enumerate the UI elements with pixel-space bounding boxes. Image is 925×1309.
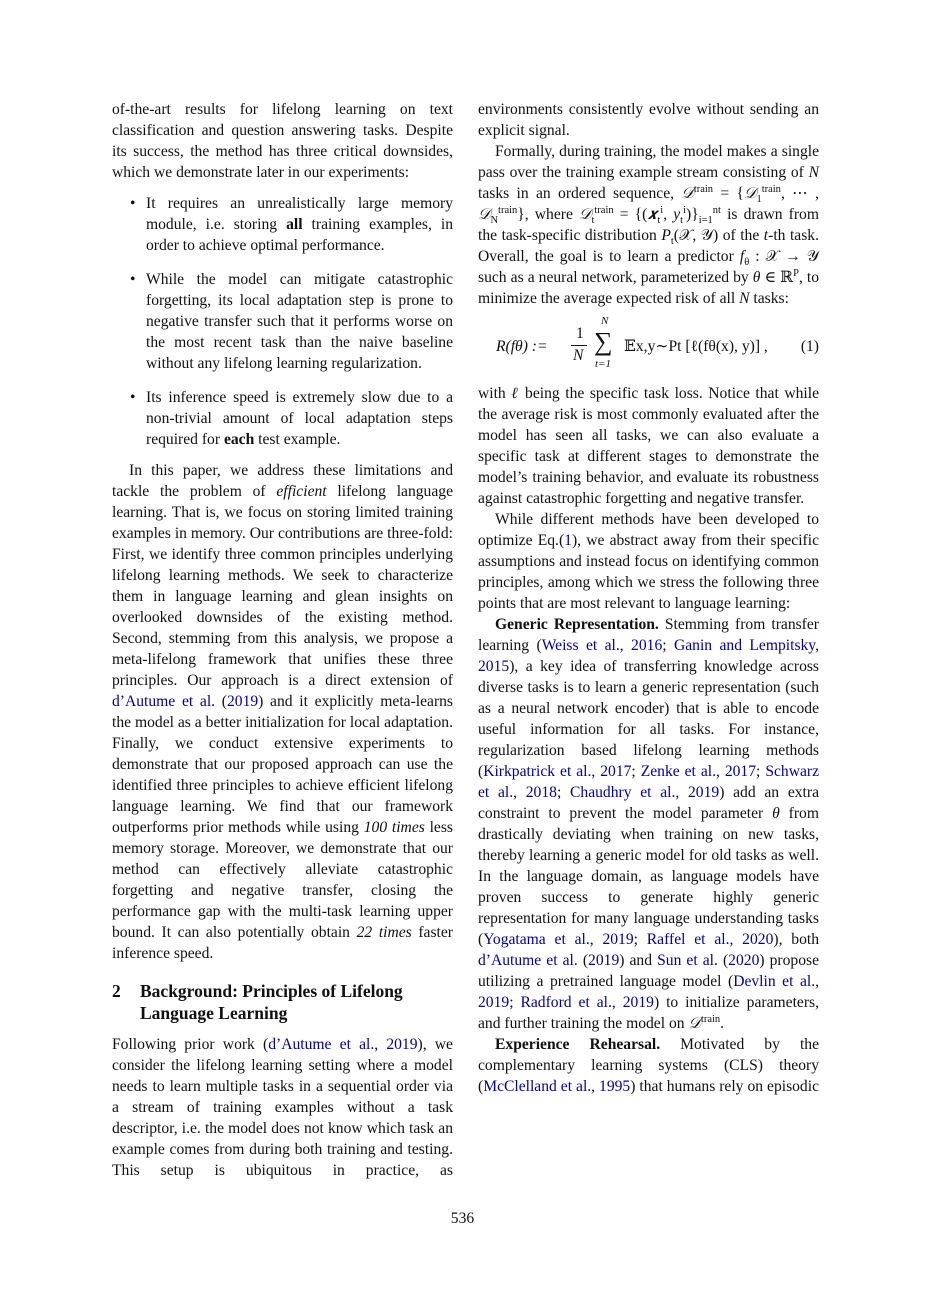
formal-paragraph <box>478 141 819 309</box>
section-number: 2 <box>112 981 121 1001</box>
text: ( <box>717 952 729 969</box>
text: training examples, in order to achieve optimal performance. <box>146 216 453 254</box>
citation-link[interactable]: McClelland et al., 1995 <box>483 1078 631 1095</box>
subscript: t <box>657 215 661 227</box>
citation-link[interactable]: 1 <box>564 532 572 549</box>
superscript: P <box>793 267 799 279</box>
text: ; <box>556 784 571 801</box>
text: It requires an unrealistically large memory module, i.e. storing <box>146 195 453 233</box>
text: ) and it explicitly meta-learns the model as a better initialization for local adaptation. Finally, we conduct extensive experiments to demonstrate that our proposed approach can use the identified three principles to achieve efficient lifelong language learning. We find that our framework outperforms prior methods while using <box>112 693 453 836</box>
text: ; <box>756 763 766 780</box>
text: faster inference speed. <box>112 924 453 962</box>
text: , ⋯ , <box>780 185 819 202</box>
citation-link[interactable]: Yogatama et al., 2019 <box>483 931 634 948</box>
citation-link[interactable]: d’Autume et al., 2019 <box>268 1036 418 1053</box>
experience-rehearsal-paragraph <box>478 1034 819 1097</box>
text: ) to initialize parameters, and further training the model on <box>478 994 819 1032</box>
generic-representation-paragraph <box>478 614 819 1034</box>
list-item <box>130 193 453 256</box>
text: is drawn from the task-specific distribution <box>478 206 819 244</box>
paragraph <box>478 99 819 141</box>
subscript: t <box>670 236 674 248</box>
text: ), we abstract away from their specific assumptions and instead focus on identifying common principles, among which we stress the following three points that are most relevant to language learning: <box>478 532 820 612</box>
bold-text: Experience Rehearsal. <box>495 1036 661 1053</box>
citation-link[interactable]: Schwarz et al., 2018 <box>478 763 820 801</box>
list-item-text <box>146 271 453 372</box>
list-item-text <box>146 389 453 448</box>
text: ) add an extra constraint to prevent the model parameter <box>478 784 819 822</box>
text: (𝒳, 𝒴) of the <box>673 227 764 244</box>
fraction-denominator: N <box>573 347 584 364</box>
bullet-icon: • <box>130 389 136 406</box>
text: tasks in an ordered sequence, <box>478 185 682 202</box>
text: of-the-art results for lifelong learning on text classification and question answering tasks. Despite its success, the method has three critical downsides, which we demonstrate later in our experiments: <box>112 101 453 181</box>
citation-link[interactable]: Weiss et al., 2016 <box>541 637 663 654</box>
superscript: train <box>498 204 518 216</box>
citation-link[interactable]: Devlin et al., 2019; Radford et al., 2019 <box>478 973 820 1011</box>
section-title: Background: Principles of Lifelong Language Learning <box>140 981 403 1023</box>
text: with <box>478 385 512 402</box>
math-symbol: θ <box>752 269 761 286</box>
background-paragraph <box>112 1034 453 1181</box>
italic-text: 100 times <box>363 819 425 836</box>
italic-text: 22 times <box>356 924 412 941</box>
citation-link[interactable]: Zenke et al., 2017 <box>640 763 757 780</box>
bullet-icon: • <box>130 195 136 212</box>
text: While different methods have been developed to optimize Eq.( <box>478 511 819 549</box>
citation-link[interactable]: Raffel et al., 2020 <box>646 931 774 948</box>
italic-text: efficient <box>276 483 327 500</box>
text: ) propose utilizing a pretrained language model ( <box>478 952 819 990</box>
superscript: nt <box>712 204 721 216</box>
text: Stemming from transfer learning ( <box>478 616 819 654</box>
fraction-numerator: 1 <box>576 325 584 342</box>
subscript: θ <box>744 257 750 269</box>
superscript: i <box>660 204 664 216</box>
text: , to minimize the average expected risk of all <box>478 269 819 307</box>
text: -th task. Overall, the goal is to learn a predictor <box>478 227 819 265</box>
text: less memory storage. Moreover, we demonstrate that our method can effectively alleviate catastrophic forgetting and negative transfer, closing the performance gap with the multi-task learning upper bound. It can also potentially obtain <box>112 819 453 941</box>
intro-paragraph <box>112 99 453 183</box>
math-symbol: t <box>763 227 769 244</box>
text: ∈ ℝ <box>760 269 794 286</box>
bold-text: Generic Representation. <box>495 616 659 633</box>
superscript: train <box>700 1013 721 1025</box>
text: ), we consider the lifelong learning setting where a model needs to learn multiple tasks in a sequential order via a stream of training examples without a task descriptor, i.e. the model does not know which task an example comes from during both training and testing. This setup is ubiquitous in practice, as <box>112 1036 453 1179</box>
text: . <box>720 1015 725 1032</box>
math-symbol: 𝒙 <box>647 206 658 223</box>
text: Following prior work ( <box>112 1036 269 1053</box>
math-symbol: 𝒟 <box>743 185 757 202</box>
text: Formally, during training, the model makes a single pass over the training example stream consisting of <box>478 143 819 181</box>
citation-link[interactable]: d’Autume et al. <box>112 693 216 710</box>
math-symbol: y <box>673 206 681 223</box>
list-item-text <box>146 195 453 254</box>
citation-link[interactable]: Sun et al. <box>657 952 718 969</box>
subscript: N <box>490 215 499 227</box>
paragraph <box>478 383 819 509</box>
equation-1 <box>478 315 819 377</box>
math-symbol: ℓ <box>511 385 520 402</box>
sum-lower: t=1 <box>595 358 611 370</box>
text: , <box>663 206 674 223</box>
math-symbol: 𝒟 <box>688 1015 701 1032</box>
bold-text: each <box>223 431 255 448</box>
page-number: 536 <box>450 1210 475 1227</box>
math-symbol: 𝒟 <box>681 185 694 202</box>
text: )} <box>686 206 699 223</box>
subscript: i=1 <box>698 215 713 227</box>
citation-link[interactable]: d’Autume et al. <box>478 952 578 969</box>
math-symbol: θ <box>772 805 780 822</box>
math-symbol: N <box>739 290 750 307</box>
text: ; <box>633 931 647 948</box>
text: lifelong language learning. That is, we focus on storing limited training examples in memory. Our contributions are three-fold: First, we identify three common principles underlying lifelong learning methods. We seek to characterize them in language learning and glean insights on overlooked downsides of the existing method. Second, stemming from this analysis, we propose a meta-lifelong framework that unifies these three principles. Our approach is a direct extension of <box>112 483 453 689</box>
text: Its inference speed is extremely slow due to a non-trivial amount of local adaptation steps required for <box>146 389 453 448</box>
list-item <box>130 269 453 374</box>
math-symbol: P <box>661 227 671 244</box>
text: ; <box>631 763 641 780</box>
equation-number: (1) <box>800 338 819 355</box>
text: Motivated by the complementary learning systems (CLS) theory ( <box>478 1036 819 1095</box>
text: = {( <box>613 206 648 223</box>
text: from drastically deviating when training on new tasks, thereby learning a generic model for old tasks as well. In the language domain, as language models have proven success to generate highly generic representation for many language understanding tasks ( <box>478 805 819 948</box>
text: ), a key idea of transferring knowledge across diverse tasks is to learn a generic representation (such as a neural network encoder) that is able to encode useful information for all tasks. For instance, regularization based lifelong learning methods ( <box>478 658 819 780</box>
left-column <box>112 99 453 1181</box>
fraction-bar <box>571 345 587 346</box>
text: being the specific task loss. Notice that while the average risk is most commonly evaluated after the model has seen all tasks, we can also evaluate a specific task at different stages to demonstrate the model’s training behavior, and evaluate its robustness against catastrophic forgetting and negative transfer. <box>478 385 820 507</box>
paragraph <box>478 509 819 614</box>
text: ( <box>215 693 227 710</box>
text: : 𝒳 → 𝒴 such as a neural network, parameterized by <box>478 248 819 286</box>
citation-link[interactable]: 2020 <box>728 952 760 969</box>
text: test example. <box>254 431 341 448</box>
math-symbol: N <box>808 164 819 181</box>
text: environments consistently evolve without sending an explicit signal. <box>478 101 819 139</box>
section-heading <box>112 980 453 1024</box>
text: In this paper, we address these limitations and tackle the problem of <box>112 462 453 500</box>
equation-lhs: R(fθ) := <box>496 338 548 355</box>
bold-text: all <box>286 216 303 233</box>
superscript: train <box>761 183 781 195</box>
bullet-icon: • <box>130 271 136 288</box>
superscript: i <box>683 204 686 216</box>
text: ; <box>662 637 674 654</box>
superscript: train <box>594 204 614 216</box>
citation-link[interactable]: 2019 <box>588 952 620 969</box>
sum-upper: N <box>601 315 609 327</box>
citation-link[interactable]: Kirkpatrick et al., 2017 <box>483 763 632 780</box>
list-item <box>130 387 453 450</box>
downsides-list <box>112 193 453 450</box>
text: While the model can mitigate catastrophic forgetting, its local adaptation step is prone to negative transfer such that it performs worse on the most recent task than the naive baseline without any lifelong learning regularization. <box>146 271 453 372</box>
citation-link[interactable]: Chaudhry et al., 2019 <box>570 784 720 801</box>
text: ) and <box>619 952 658 969</box>
sum-symbol-icon: ∑ <box>594 327 613 356</box>
equation-body: 𝔼x,y∼Pt [ℓ(fθ(x), y)] , <box>624 338 768 355</box>
subscript: t <box>591 215 595 227</box>
math-symbol: 𝒟 <box>579 206 592 223</box>
math-symbol: f <box>739 248 745 265</box>
text: ( <box>577 952 589 969</box>
superscript: train <box>693 183 714 195</box>
subscript: t <box>680 215 684 227</box>
text: ) that humans rely on episodic <box>630 1078 819 1095</box>
text: = { <box>713 185 744 202</box>
citation-link[interactable]: 2019 <box>226 693 259 710</box>
contributions-paragraph <box>112 460 453 964</box>
right-column <box>478 99 819 1097</box>
citation-link[interactable]: Ganin and Lempitsky, 2015 <box>478 637 819 675</box>
text: tasks: <box>749 290 789 307</box>
text: }, where <box>517 206 580 223</box>
text: ), both <box>773 931 819 948</box>
subscript: 1 <box>756 194 762 206</box>
math-symbol: 𝒟 <box>478 206 491 223</box>
